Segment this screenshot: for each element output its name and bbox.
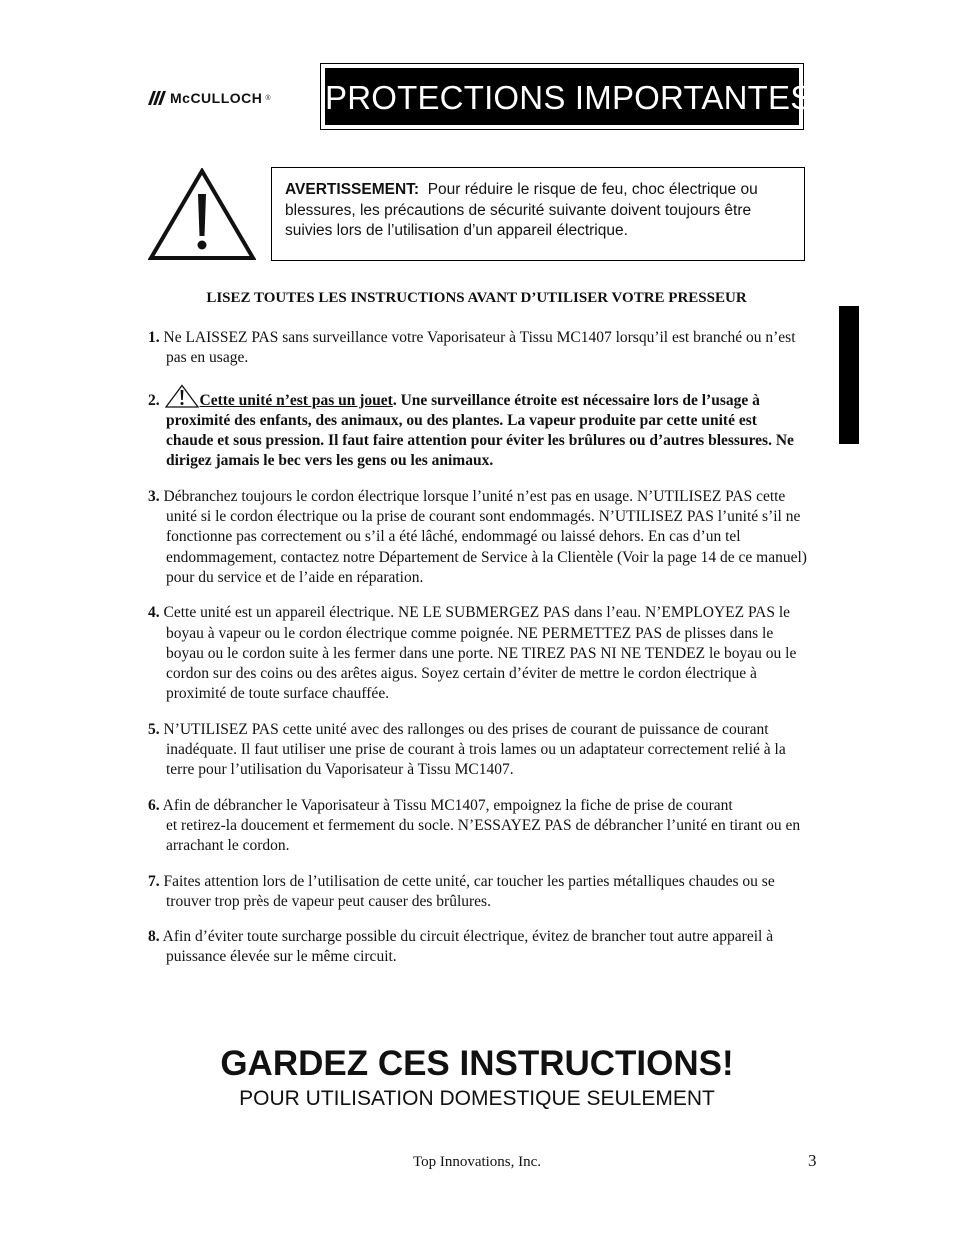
- list-item: 7. Faites attention lors de l’utilisation de cette unité, car toucher les parties métalliques chaudes ou se trouver trop près de vapeur peut causer des brûlures.: [148, 872, 775, 910]
- list-item: 8. Afin d’éviter toute surcharge possible du circuit électrique, évitez de brancher tout autre appareil à puissance élevée sur le même circuit.: [148, 928, 774, 966]
- warning-triangle-icon: [148, 168, 256, 261]
- warning-box: [271, 167, 805, 261]
- list-item: 5. N’UTILISEZ PAS cette unité avec des rallonges ou des prises de courant de puissance de courant inadéquate. Il faut utiliser une prise de courant à trois lames ou un adaptateur correctement relié à la terre pour l’utilisation du Vaporisateur à Tissu MC1407.: [148, 720, 786, 779]
- mcculloch-chevron-icon: [148, 91, 168, 105]
- keep-title: GARDEZ CES INSTRUCTIONS!: [220, 1044, 734, 1083]
- list-item: 2. Cette unité n’est pas un jouet. Une surveillance étroite est nécessaire lors de l’usage à proximité des enfants, des animaux, ou des plantes. La vapeur produite par cette unité est chaude et sous pression. Il faut faire attention pour éviter les brûlures ou d’autres blessures. Ne dirigez jamais le bec vers les gens ou les animaux.: [148, 384, 808, 472]
- footer-company: Top Innovations, Inc.: [412, 1154, 542, 1170]
- brand-logo: [148, 90, 271, 106]
- title-banner: [320, 63, 813, 130]
- brand-logo-text: McCULLOCH: [170, 90, 263, 106]
- keep-subtitle: POUR UTILISATION DOMESTIQUE SEULEMENT: [239, 1087, 715, 1110]
- warning-label: AVERTISSEMENT:: [285, 181, 420, 198]
- not-a-toy-text: Cette unité n’est pas un jouet: [199, 391, 393, 409]
- safety-list: [148, 328, 808, 983]
- section-tab-marker: [839, 306, 859, 444]
- warning-triangle-icon: [165, 384, 199, 408]
- list-item: 1. Ne LAISSEZ PAS sans surveillance votre Vaporisateur à Tissu MC1407 lorsqu’il est branché ou n’est pas en usage.: [148, 329, 796, 367]
- registered-mark: ®: [265, 94, 271, 102]
- page-number: 3: [808, 1151, 817, 1170]
- list-item: 4. Cette unité est un appareil électrique. NE LE SUBMERGEZ PAS dans l’eau. N’EMPLOYEZ PAS le boyau à vapeur ou le cordon électrique comme poignée. NE PERMETTEZ PAS de plisses dans le boyau ou le cordon suite à les fermer dans une porte. NE TIREZ PAS NI NE TENDEZ le boyau ou le cordon sur des coins ou des arêtes aigus. Soyez certain d’éviter de mettre le cordon électrique à proximité de toute surface chauffée.: [148, 604, 797, 703]
- keep-instructions: [0, 1042, 954, 1112]
- read-all-heading: LISEZ TOUTES LES INSTRUCTIONS AVANT D’UTILISER VOTRE PRESSEUR: [206, 290, 747, 306]
- list-item: 6. Afin de débrancher le Vaporisateur à Tissu MC1407, empoignez la fiche de prise de courant et retirez-la doucement et fermement du socle. N’ESSAYEZ PAS de débrancher l’unité en tirant ou en arrachant le cordon.: [148, 796, 801, 855]
- warning-text: Pour réduire le risque de feu, choc électrique ou blessures, les précautions de sécurité suivante doivent toujours être suivies lors de l’utilisation d’un appareil électrique.: [285, 181, 758, 239]
- list-item: 3. Débranchez toujours le cordon électrique lorsque l’unité n’est pas en usage. N’UTILISEZ PAS cette unité si le cordon électrique ou la prise de courant sont endommagés. N’UTILISEZ PAS l’unité s’il ne fonctionne pas correctement ou s’il a été lâché, endommagé ou laissé dehors. En cas d’un tel endommagement, contactez notre Département de Service à la Clientèle (Voir la page 14 de ce manuel) pour du service et de l’aide en réparation.: [148, 487, 807, 586]
- page-title: PROTECTIONS IMPORTANTES: [325, 68, 799, 125]
